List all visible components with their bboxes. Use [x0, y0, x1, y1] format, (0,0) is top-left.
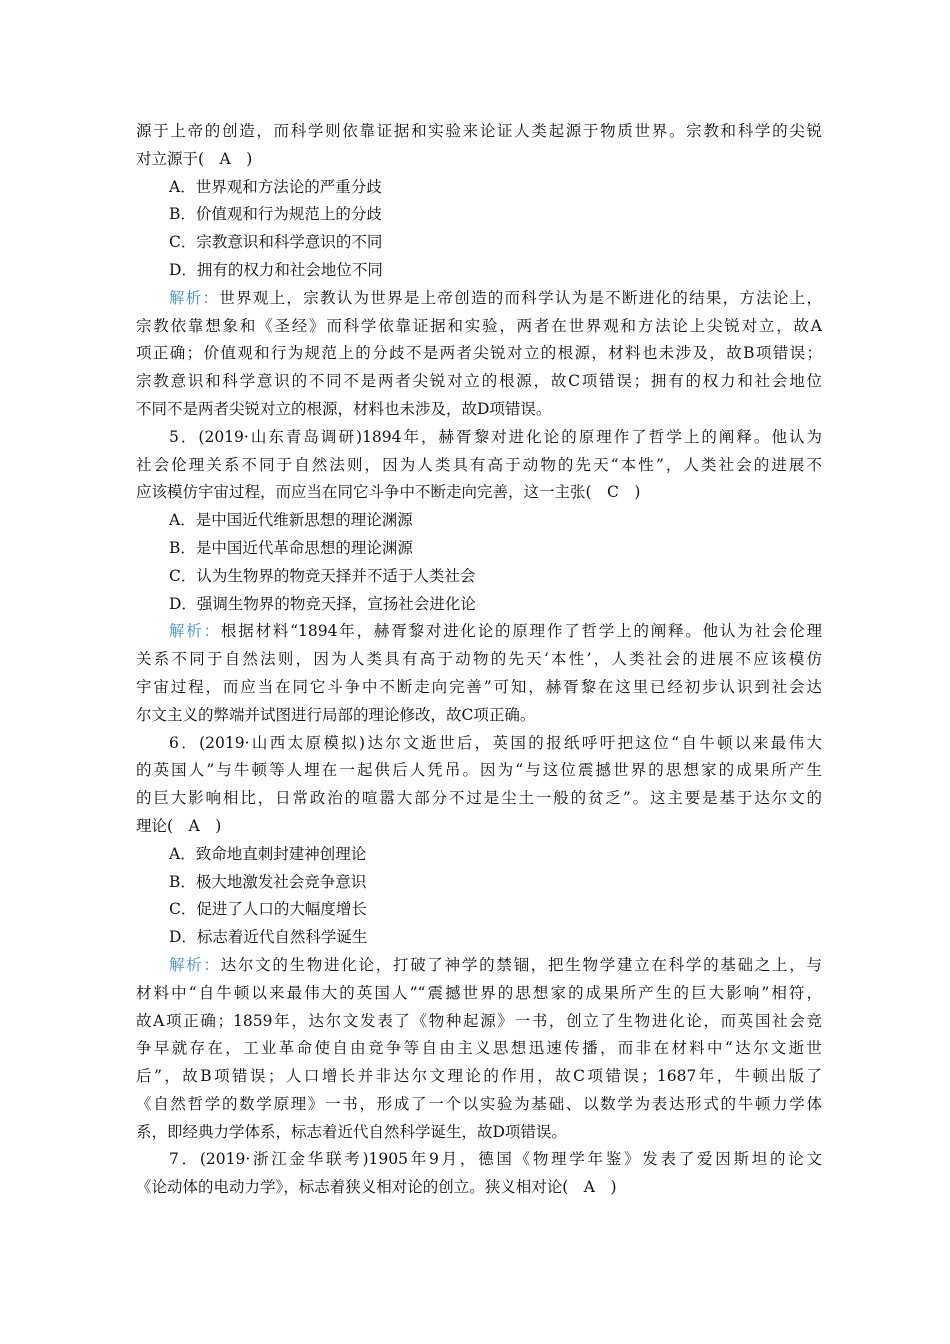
- text-line: [136, 535, 822, 563]
- line-text: 不同不是两者尖锐对立的根源，材料也未涉及，故D项错误。: [136, 399, 552, 418]
- line-text: 《自然哲学的数学原理》一书，形成了一个以实验为基础、以数学为表达形式的牛顿力学体: [136, 1094, 822, 1113]
- text-line: [136, 1091, 822, 1119]
- line-text: A．是中国近代维新思想的理论渊源: [169, 511, 413, 530]
- text-line: [136, 618, 822, 646]
- line-text: 社会伦理关系不同于自然法则，因为人类具有高于动物的先天“本性”，人类社会的进展不: [136, 455, 822, 474]
- text-line: [136, 924, 822, 952]
- text-line: [136, 730, 822, 758]
- text-line: [136, 980, 822, 1008]
- line-text: D．拥有的权力和社会地位不同: [169, 260, 383, 279]
- text-line: [136, 285, 822, 313]
- text-line: [136, 1174, 822, 1202]
- line-text: 源于上帝的创造，而科学则依靠证据和实验来论证人类起源于物质世界。宗教和科学的尖锐: [136, 122, 822, 140]
- line-text: 尔文主义的弊端并试图进行局部的理论修改，故C项正确。: [136, 705, 536, 724]
- text-line: [136, 174, 822, 202]
- line-text: 《论动体的电动力学》，标志着狭义相对论的创立。狭义相对论( A ): [136, 1178, 617, 1197]
- line-text: 项正确；价值观和行为规范上的分歧不是两者尖锐对立的根源，材料也未涉及，故B项错误；: [136, 344, 822, 363]
- text-line: [136, 1146, 822, 1174]
- line-text: 对立源于( A ): [136, 149, 253, 168]
- line-text: 宗教依靠想象和《圣经》而科学依靠证据和实验，两者在世界观和方法论上尖锐对立，故A: [136, 316, 822, 335]
- text-line: [136, 118, 822, 146]
- line-text: C．认为生物界的物竞天择并不适于人类社会: [169, 566, 476, 585]
- line-text: 系，即经典力学体系，标志着近代自然科学诞生，故D项错误。: [136, 1122, 567, 1141]
- text-line: [136, 507, 822, 535]
- text-line: [136, 674, 822, 702]
- text-line: [136, 896, 822, 924]
- line-text: 7．(2019·浙江金华联考)1905年9月，德国《物理学年鉴》发表了爱因斯坦的论文: [169, 1150, 822, 1169]
- line-text: 根据材料“1894年，赫胥黎对进化论的原理作了哲学上的阐释。他认为社会伦理: [220, 622, 822, 641]
- text-line: [136, 702, 822, 730]
- text-line: [136, 785, 822, 813]
- line-text: 的巨大影响相比，日常政治的喧嚣大部分不过是尘土一般的贫乏”。这主要是基于达尔文的: [136, 789, 822, 808]
- analysis-label: 解析：: [169, 622, 221, 641]
- text-line: [136, 340, 822, 368]
- line-text: D．标志着近代自然科学诞生: [169, 928, 368, 947]
- line-text: 宗教意识和科学意识的不同不是两者尖锐对立的根源，故C项错误；拥有的权力和社会地位: [136, 372, 822, 391]
- text-line: [136, 1035, 822, 1063]
- text-line: [136, 479, 822, 507]
- line-text: B．价值观和行为规范上的分歧: [169, 205, 382, 224]
- line-text: 世界观上，宗教认为世界是上帝创造的而科学认为是不断进化的结果，方法论上，: [219, 288, 822, 307]
- text-line: [136, 452, 822, 480]
- line-text: A．世界观和方法论的严重分歧: [169, 177, 382, 196]
- text-line: [136, 646, 822, 674]
- text-line: [136, 813, 822, 841]
- text-line: [136, 757, 822, 785]
- line-text: 6．(2019·山西太原模拟)达尔文逝世后，英国的报纸呼吁把这位“自牛顿以来最伟大: [169, 733, 822, 752]
- line-text: 理论( A ): [136, 816, 222, 835]
- line-text: 达尔文的生物进化论，打破了神学的禁锢，把生物学建立在科学的基础之上，与: [220, 955, 822, 974]
- text-line: [136, 1119, 822, 1147]
- line-text: 5．(2019·山东青岛调研)1894年，赫胥黎对进化论的原理作了哲学上的阐释。他认为: [169, 427, 822, 446]
- text-line: [136, 229, 822, 257]
- line-text: B．是中国近代革命思想的理论渊源: [169, 538, 413, 557]
- line-text: 争早就存在，工业革命使自由竞争等自由主义思想迅速传播，而非在材料中“达尔文逝世: [136, 1039, 822, 1058]
- line-text: 的英国人”与牛顿等人埋在一起供后人凭吊。因为“与这位震撼世界的思想家的成果所产生: [136, 761, 822, 780]
- document-body: [136, 118, 822, 1202]
- text-line: [136, 563, 822, 591]
- text-line: [136, 201, 822, 229]
- text-line: [136, 313, 822, 341]
- line-text: C．促进了人口的大幅度增长: [169, 900, 367, 919]
- text-line: [136, 952, 822, 980]
- analysis-label: 解析：: [169, 288, 220, 307]
- line-text: 故A项正确；1859年，达尔文发表了《物种起源》一书，创立了生物进化论，而英国社会竞: [136, 1011, 822, 1030]
- text-line: [136, 841, 822, 869]
- line-text: 关系不同于自然法则，因为人类具有高于动物的先天‘本性’，人类社会的进展不应该模仿: [136, 650, 822, 669]
- text-line: [136, 146, 822, 174]
- text-line: [136, 424, 822, 452]
- line-text: D．强调生物界的物竞天择，宣扬社会进化论: [169, 594, 476, 613]
- line-text: 宇宙过程，而应当在同它斗争中不断走向完善”可知，赫胥黎在这里已经初步认识到社会达: [136, 677, 822, 696]
- line-text: C．宗教意识和科学意识的不同: [169, 233, 383, 252]
- text-line: [136, 368, 822, 396]
- line-text: A．致命地直刺封建神创理论: [169, 844, 367, 863]
- analysis-label: 解析：: [169, 955, 221, 974]
- text-line: [136, 257, 822, 285]
- text-line: [136, 1063, 822, 1091]
- line-text: B．极大地激发社会竞争意识: [169, 872, 367, 891]
- line-text: 材料中“自牛顿以来最伟大的英国人”“震撼世界的思想家的成果所产生的巨大影响”相符，: [136, 983, 822, 1002]
- line-text: 应该模仿宇宙过程，而应当在同它斗争中不断走向完善，这一主张( C ): [136, 483, 641, 502]
- text-line: [136, 591, 822, 619]
- text-line: [136, 869, 822, 897]
- text-line: [136, 1008, 822, 1036]
- text-line: [136, 396, 822, 424]
- line-text: 后”，故B项错误；人口增长并非达尔文理论的作用，故C项错误；1687年，牛顿出版了: [136, 1067, 822, 1086]
